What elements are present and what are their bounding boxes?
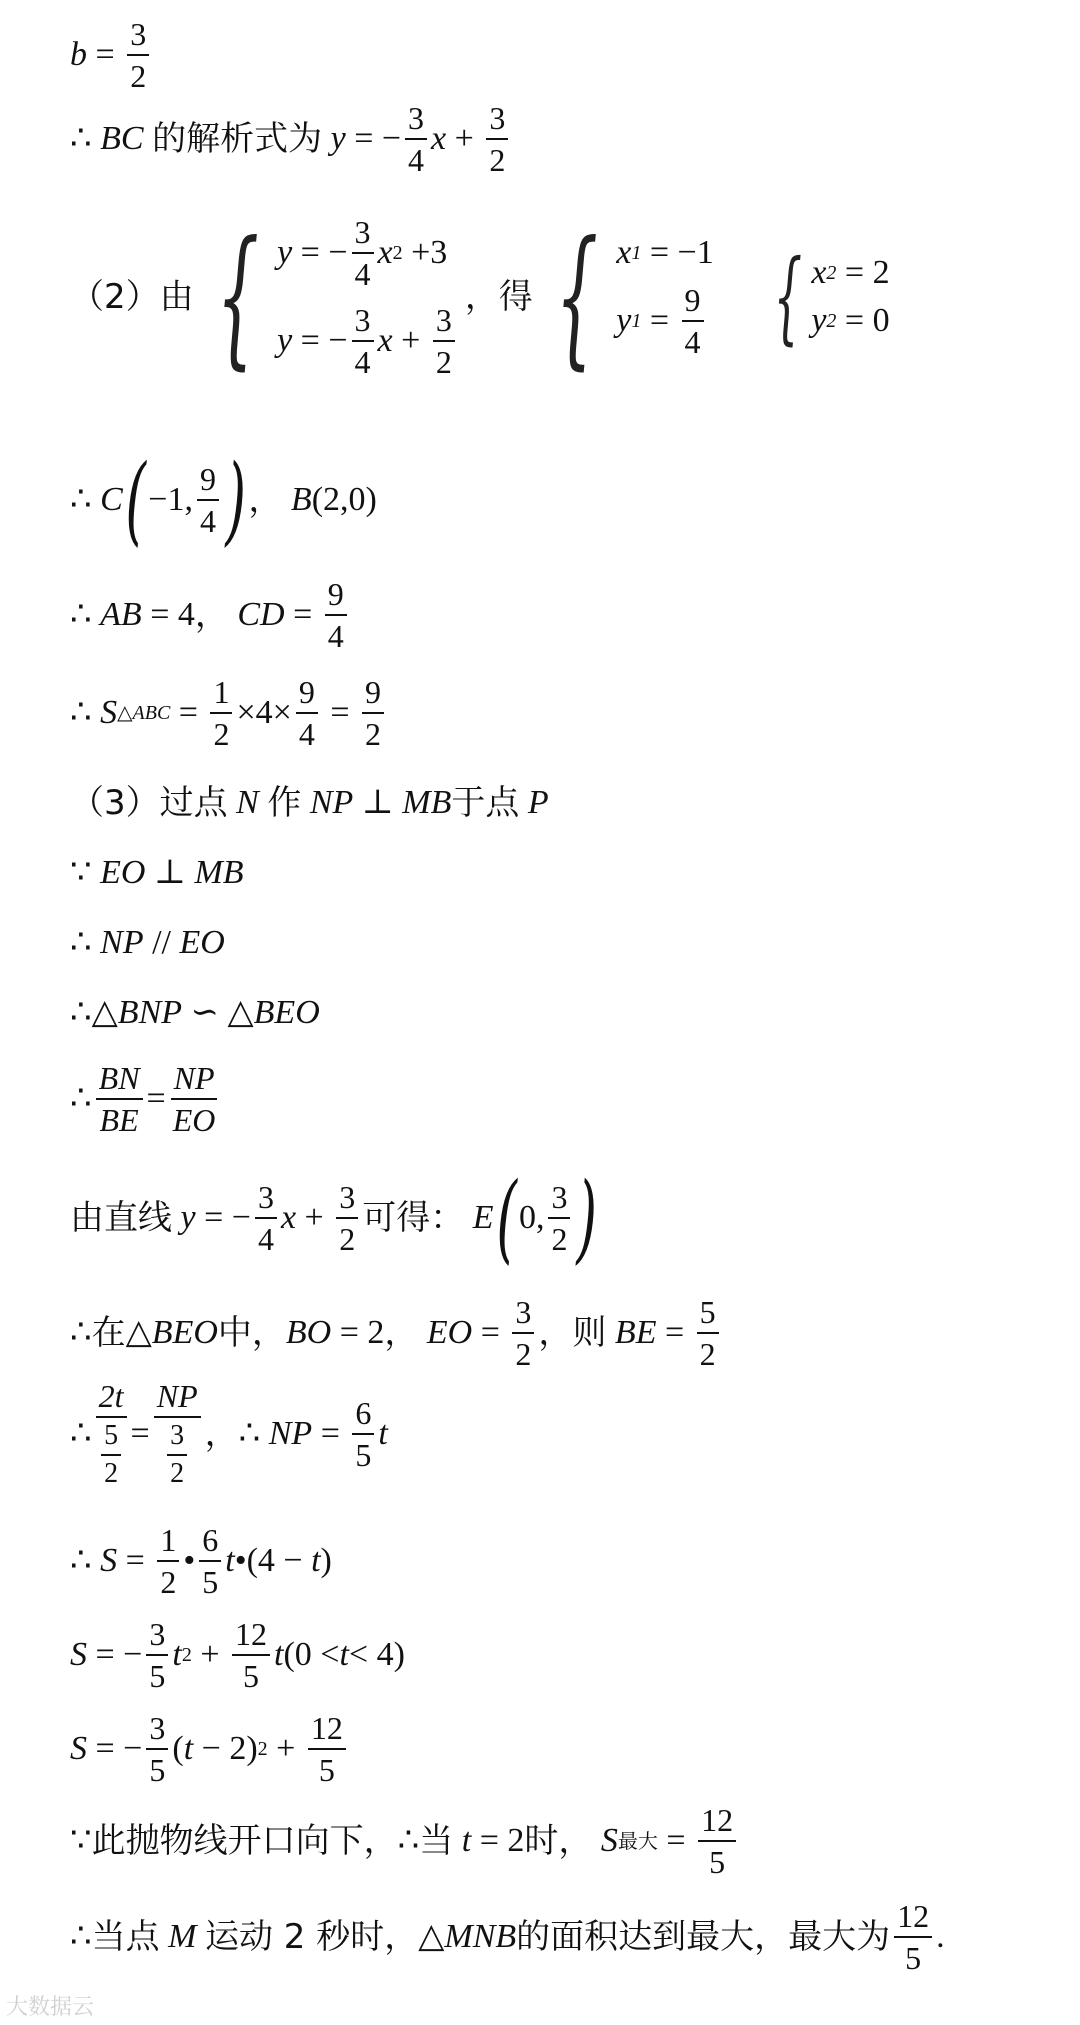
eq-s-product: ∴ S = $\frac{1}{2}$ • $\frac{6}{5}$ t •(4 − t ) bbox=[70, 1522, 332, 1600]
eq-max: ∵ 此抛物线开口向下， ∴ 当 t = 2 时， S 最大 = $\frac{12}{5}$ bbox=[70, 1804, 740, 1878]
eq-bc-line: ∴ BC 的解析式为 y = − $\frac{3}{4}$ x + $\frac{3}{2}$ bbox=[70, 102, 512, 176]
eq-similar: ∴ △ BNP ∽ △ BEO bbox=[70, 994, 320, 1031]
eq-eo-perp: ∵ EO ⊥ MB bbox=[70, 854, 244, 891]
eq-triangle-beo: ∴ 在 △ BEO 中， BO = 2 ， EO = $\frac{3}{2}$ ，则 BE = $\frac{5}{2}$ bbox=[70, 1296, 723, 1370]
watermark-logo: 大数据云 bbox=[6, 1995, 95, 2020]
eq-area-abc: ∴ S △ABC = $\frac{1}{2}$ ×4× $\frac{9}{4}$ = $\frac{9}{2}$ bbox=[70, 676, 388, 750]
eq-system: （2） 由 { y = − $\frac{3}{4}$ x 2 +3 y = − $\frac{3}{4}$ x + $\frac{3}{2}$ ，得 { x 1 = −1 y 1 = $\frac{9}{4}$ { x 2 = 2 y 2 = 0 bbox=[70, 210, 890, 384]
conclusion: ∴ 当点 M 运动 2 秒时， △ MNB 的面积达到最大，最大为 $\frac{12}{5}$ . bbox=[70, 1898, 945, 1976]
eq-s-expanded: S = − $\frac{3}{5}$ t 2 + $\frac{12}{5}$ t (0 < t < 4) bbox=[70, 1616, 405, 1694]
eq-ratio: ∴ $\frac{BN}{BE}$ = $\frac{NP}{EO}$ bbox=[70, 1062, 222, 1136]
eq-lengths: ∴ AB = 4 ， CD = $\frac{9}{4}$ bbox=[70, 578, 351, 652]
eq-s-vertex: S = − $\frac{3}{5}$ ( t − 2) 2 + $\frac{12}{5}$ bbox=[70, 1712, 350, 1786]
eq-parallel: ∴ NP // EO bbox=[70, 924, 225, 961]
eq-point-e: 由直线 y = − $\frac{3}{4}$ x + $\frac{3}{2}$ 可得： E ( 0, $\frac{3}{2}$ ) bbox=[70, 1162, 598, 1274]
eq-np: ∴ $\frac{2t}{\frac{5}{2}}$ = $\frac{NP}{\frac{3}{2}}$ ， ∴ NP = $\frac{6}{5}$ t bbox=[70, 1378, 388, 1489]
eq-points: ∴ C ( −1, $\frac{9}{4}$ ) ， B (2,0) bbox=[70, 444, 377, 556]
eq-b: b = $\frac{3}{2}$ bbox=[70, 18, 153, 92]
part3-heading: （3）过点 N 作 NP ⊥ MB 于点 P bbox=[70, 783, 549, 823]
fraction: $\frac{3}{2}$ bbox=[127, 18, 149, 92]
